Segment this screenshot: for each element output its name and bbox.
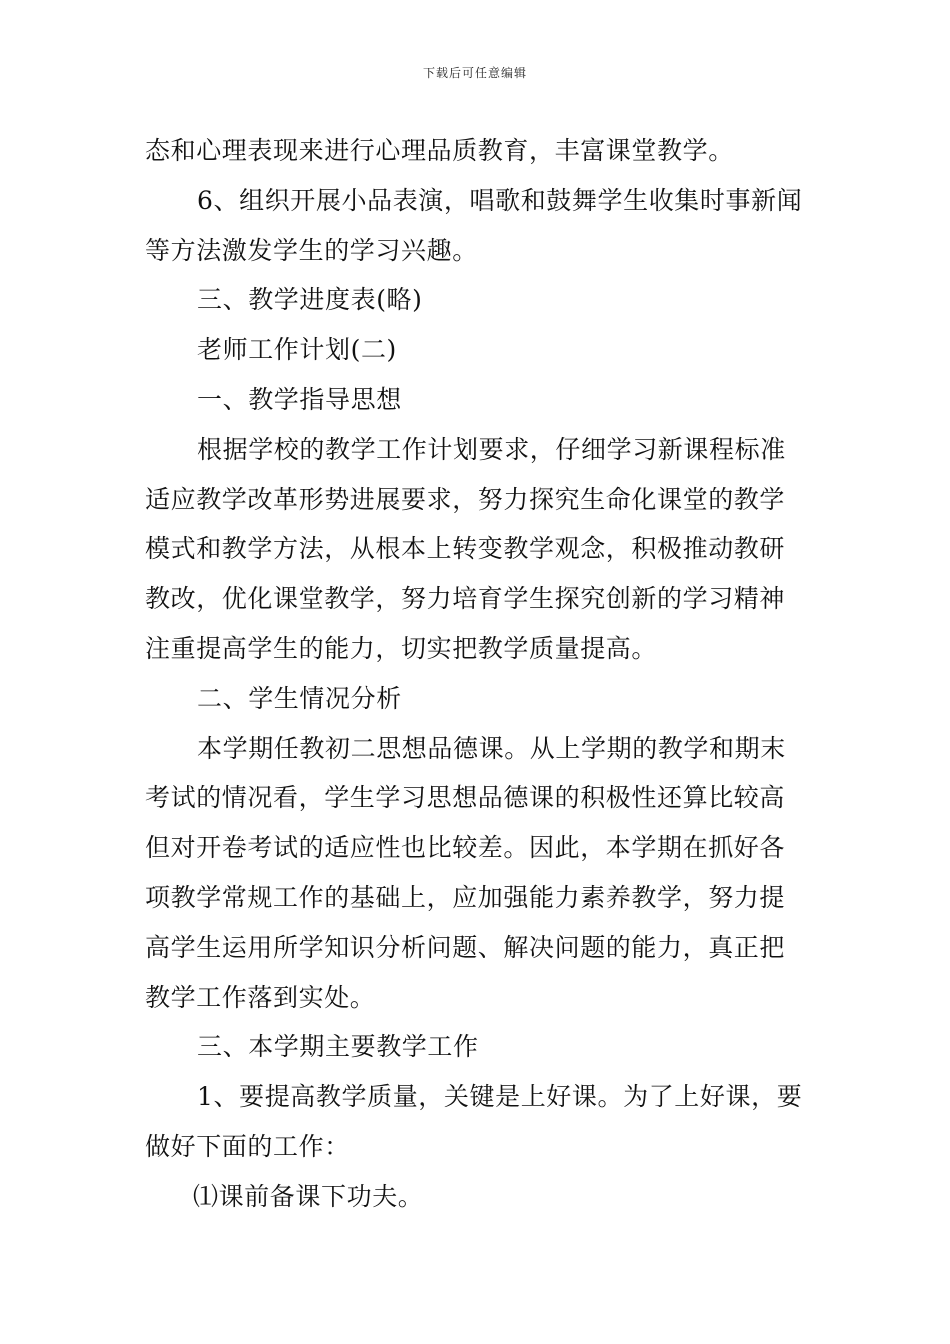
text-line: 高学生运用所学知识分析问题、解决问题的能力，真正把 <box>145 932 786 962</box>
document-body <box>145 126 810 1222</box>
text-line: 模式和教学方法，从根本上转变教学观念，积极推动教研 <box>145 534 786 564</box>
text-line: 等方法激发学生的学习兴趣。 <box>145 235 478 265</box>
text-line: 1、要提高教学质量，关键是上好课。为了上好课，要 <box>197 1082 803 1112</box>
text-line: 态和心理表现来进行心理品质教育，丰富课堂教学。 <box>145 136 734 165</box>
page-header: 下载后可任意编辑 <box>422 66 527 80</box>
section-heading: 三、教学进度表(略) <box>197 285 423 315</box>
text-line: 本学期任教初二思想品德课。从上学期的教学和期末 <box>197 733 786 763</box>
text-line: 根据学校的教学工作计划要求，仔细学习新课程标准 <box>197 434 786 464</box>
section-heading: 三、本学期主要教学工作 <box>197 1032 479 1062</box>
text-line: 教学工作落到实处。 <box>145 982 376 1012</box>
text-line: 教改，优化课堂教学，努力培育学生探究创新的学习精神 <box>145 584 786 614</box>
text-line: 适应教学改革形势进展要求，努力探究生命化课堂的教学 <box>145 484 786 514</box>
text-line: 注重提高学生的能力，切实把教学质量提高。 <box>145 633 658 663</box>
section-heading: 一、教学指导思想 <box>197 384 402 414</box>
text-line: 但对开卷考试的适应性也比较差。因此，本学期在抓好各 <box>145 833 786 863</box>
text-line: ⑴课前备课下功夫。 <box>193 1181 424 1211</box>
text-line: 项教学常规工作的基础上，应加强能力素养教学，努力提 <box>145 882 786 912</box>
section-heading: 二、学生情况分析 <box>197 683 402 713</box>
text-line: 做好下面的工作： <box>145 1131 350 1161</box>
text-line: 6、组织开展小品表演，唱歌和鼓舞学生收集时事新闻 <box>197 185 803 215</box>
text-line: 考试的情况看，学生学习思想品德课的积极性还算比较高 <box>145 783 786 813</box>
document-title: 老师工作计划(二) <box>197 335 397 365</box>
